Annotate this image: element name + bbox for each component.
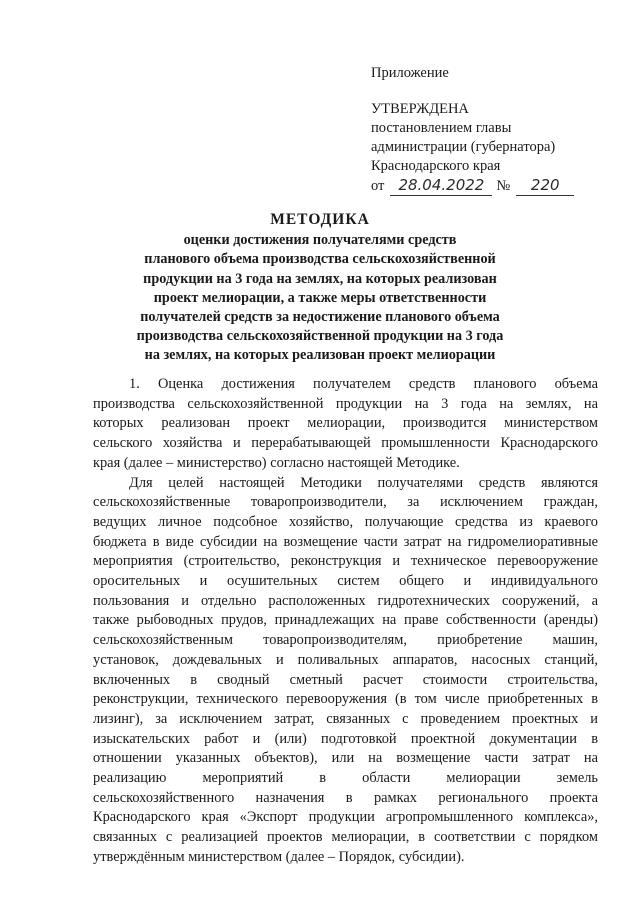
document-title: [110, 210, 530, 366]
date-prefix: от: [371, 178, 385, 194]
paragraph-1-line: которых реализован проект мелиорации, производится министерством: [93, 415, 598, 432]
title-line: оценки достижения получателями средств: [183, 232, 457, 249]
number-sign: №: [496, 178, 511, 194]
paragraph-2-line: лизинг), за исключением затрат, связанных с проведением проектных и: [93, 710, 598, 727]
date-number-line: [371, 176, 611, 196]
approval-line-1: постановлением главы: [371, 120, 512, 136]
title-line: продукции на 3 года на землях, на которых реализован: [143, 270, 497, 287]
paragraph-1-line: края (далее – министерство) согласно настоящей Методике.: [93, 454, 460, 471]
paragraph-2-line: связанных с реализацией проектов мелиорации, в соответствии с порядком: [93, 829, 598, 846]
title-line: производства сельскохозяйственной продукции на 3 года: [136, 328, 504, 345]
paragraph-2-line: пользования и отдельно расположенных гидротехнических сооружений, а: [93, 592, 598, 609]
paragraph-1-line: 1. Оценка достижения получателем средств планового объема: [129, 376, 598, 392]
approval-line-3: Краснодарского края: [371, 158, 501, 174]
paragraph-1-line: производства сельскохозяйственной продукции на 3 года на землях, на: [93, 395, 598, 412]
title-line: планового объема производства сельскохозяйственной: [144, 251, 496, 268]
title-line: проект мелиорации, а также меры ответственности: [153, 289, 487, 306]
paragraph-1-line: сельского хозяйства и перерабатывающей промышленности Краснодарского: [93, 435, 598, 452]
handwritten-date: 28.04.2022: [390, 176, 492, 196]
paragraph-2-line: утверждённым министерством (далее – Порядок, субсидии).: [93, 848, 465, 865]
paragraph-2-line: Краснодарского края «Экспорт продукции агропромышленного комплекса»,: [93, 809, 598, 826]
paragraph-2-line: бюджета в виде субсидии на возмещение части затрат на гидромелиоративные: [93, 533, 598, 550]
paragraph-2-line: Для целей настоящей Методики получателями средств являются: [129, 474, 598, 491]
paragraph-2-line: отношении указанных объектов), или на возмещение части затрат на: [93, 750, 598, 767]
paragraph-2-line: сельскохозяйственные товаропроизводители, за исключением граждан,: [93, 494, 598, 511]
title-line: на землях, на которых реализован проект мелиорации: [144, 347, 496, 364]
approved-label: УТВЕРЖДЕНА: [371, 101, 469, 117]
paragraph-2-line: сельскохозяйственным товаропроизводителям, приобретение машин,: [93, 632, 598, 649]
paragraph-2-line: также рыбоводных прудов, принадлежащих на праве собственности (аренды): [93, 612, 598, 629]
title-line: получателей средств за недостижение планового объема: [140, 309, 500, 326]
document-body: [93, 375, 598, 868]
paragraph-2-line: установок, дождевальных и поливальных аппаратов, насосных станций,: [93, 651, 598, 668]
paragraph-2-line: сельскохозяйственного назначения в рамках регионального проекта: [93, 789, 598, 806]
handwritten-number: 220: [516, 176, 574, 196]
paragraph-2-line: оросительных и осушительных систем общего и индивидуального: [93, 573, 598, 590]
approval-line-2: администрации (губернатора): [371, 139, 556, 155]
title-main: МЕТОДИКА: [270, 211, 370, 228]
paragraph-2-line: реализацию мероприятий в области мелиорации земель: [93, 770, 598, 787]
approval-block: [371, 64, 611, 196]
appendix-label: Приложение: [371, 65, 449, 81]
paragraph-2-line: реконструкции, технического перевооружения (в том числе приобретенных в: [93, 691, 598, 708]
paragraph-2-line: изыскательских работ и (или) подготовкой проектной документации в: [93, 730, 598, 747]
paragraph-2-line: включенных в сводный сметный расчет стоимости строительства,: [93, 671, 598, 688]
paragraph-2-line: мероприятия (строительство, реконструкция и техническое перевооружение: [93, 553, 598, 570]
paragraph-2-line: ведущих личное подсобное хозяйство, получающие средства из краевого: [93, 513, 598, 530]
